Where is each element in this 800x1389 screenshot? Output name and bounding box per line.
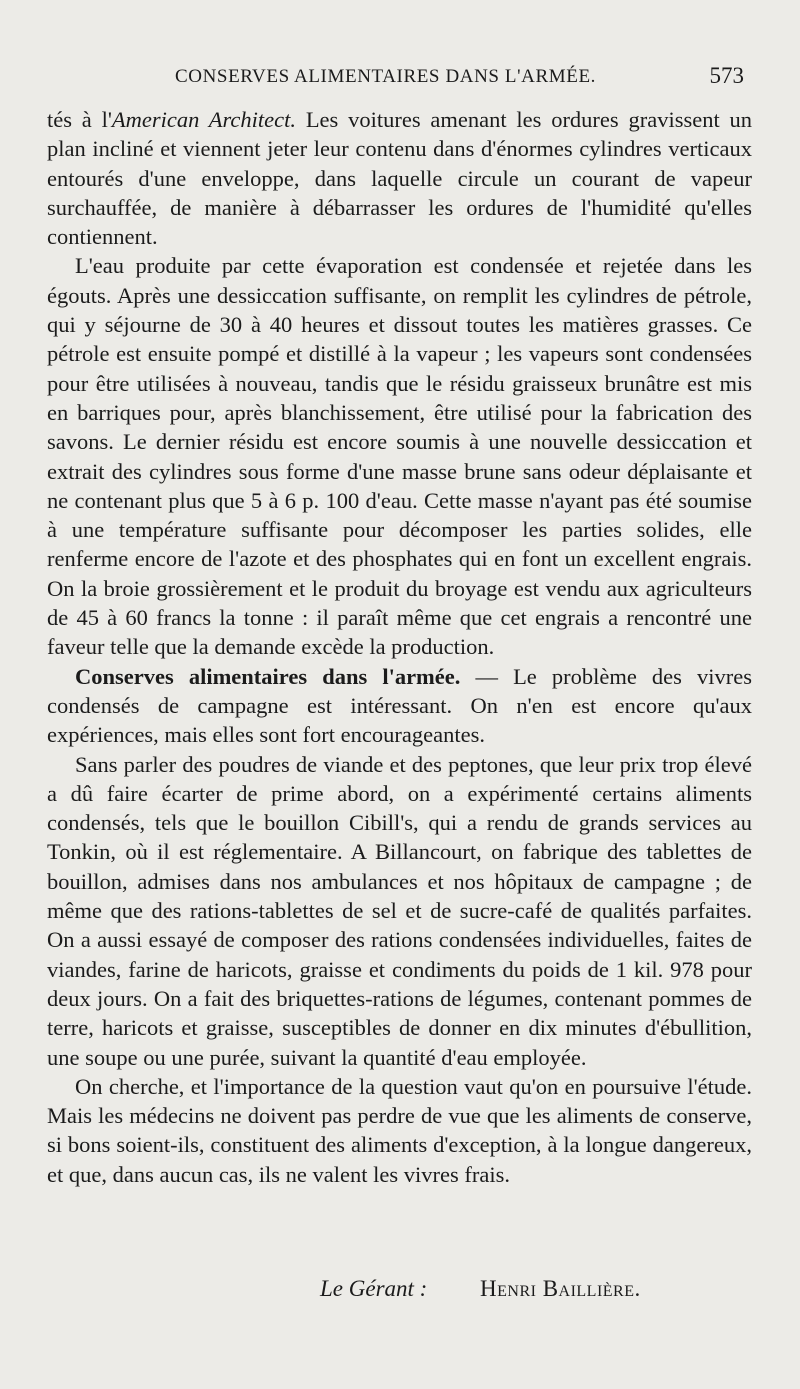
signature-name: Henri Baillière. (480, 1276, 641, 1301)
paragraph-1-text: Les voitures amenant les ordures gravissent un plan incliné et viennent jeter leur contenu dans d'énormes cylindres verticaux entourés d'une enveloppe, dans laquelle circule un courant de vapeur surchauffée, de manière à débarrasser les ordures de l'humidité qu'elles contiennent. (47, 107, 752, 250)
page-number: 573 (709, 63, 744, 88)
running-title: CONSERVES ALIMENTAIRES DANS L'ARMÉE. (175, 66, 596, 87)
section-heading: Conserves alimentaires dans l'armée. (75, 663, 461, 689)
signature-label: Le Gérant : (320, 1276, 428, 1301)
article-body (47, 105, 752, 1189)
journal-title: American Architect. (111, 107, 297, 132)
running-header (0, 63, 800, 98)
paragraph-3 (47, 662, 752, 750)
paragraph-4: Sans parler des poudres de viande et des peptones, que leur prix trop élevé a dû faire écarter de prime abord, on a expérimenté certains aliments condensés, tels que le bouillon Cibill's, qui a rendu de grands services au Tonkin, où il est réglementaire. A Billancourt, on fabrique des tablettes de bouillon, admises dans nos ambulances et nos hôpitaux de campagne ; de même que des rations-tablettes de sel et de sucre-café de qualités parfaites. On a aussi essayé de composer des rations condensées individuelles, faites de viandes, farine de haricots, graisse et condiments du poids de 1 kil. 978 pour deux jours. On a fait des briquettes-rations de légumes, contenant pommes de terre, haricots et graisse, susceptibles de donner en dix minutes d'ébullition, une soupe ou une purée, suivant la quantité d'eau employée. (47, 751, 752, 1070)
paragraph-2: L'eau produite par cette évaporation est condensée et rejetée dans les égouts. Après une dessiccation suffisante, on remplit les cylindres de pétrole, qui y séjourne de 30 à 40 heures et dissout toutes les matières grasses. Ce pétrole est ensuite pompé et distillé à la vapeur ; les vapeurs sont condensées pour être utilisées à nouveau, tandis que le résidu graisseux brunâtre est mis en barriques pour, après blanchissement, être utilisé pour la fabrication des savons. Le dernier résidu est encore soumis à une nouvelle dessiccation et extrait des cylindres sous forme d'une masse brune sans odeur déplaisante et ne contenant plus que 5 à 6 p. 100 d'eau. Cette masse n'ayant pas été soumise à une température suffisante pour décomposer les parties solides, elle renferme encore de l'azote et des phosphates qui en font un excellent engrais. On la broie grossièrement et le produit du broyage est vendu aux agriculteurs de 45 à 60 francs la tonne : il paraît même que cet engrais a rencontré une faveur telle que la demande excède la production. (47, 253, 752, 660)
paragraph-5: On cherche, et l'importance de la question vaut qu'on en poursuive l'étude. Mais les médecins ne doivent pas perdre de vue que les aliments de conserve, si bons soient-ils, constituent des aliments d'exception, à la longue dangereux, et que, dans aucun cas, ils ne valent les vivres frais. (47, 1073, 752, 1187)
paragraph-1 (47, 105, 752, 251)
paragraph-3-text: — Le problème des vivres condensés de campagne est intéressant. On n'en est encore qu'aux expériences, mais elles sont fort encourageantes. (47, 663, 752, 748)
paragraph-1-lead: tés à l' (47, 107, 112, 132)
